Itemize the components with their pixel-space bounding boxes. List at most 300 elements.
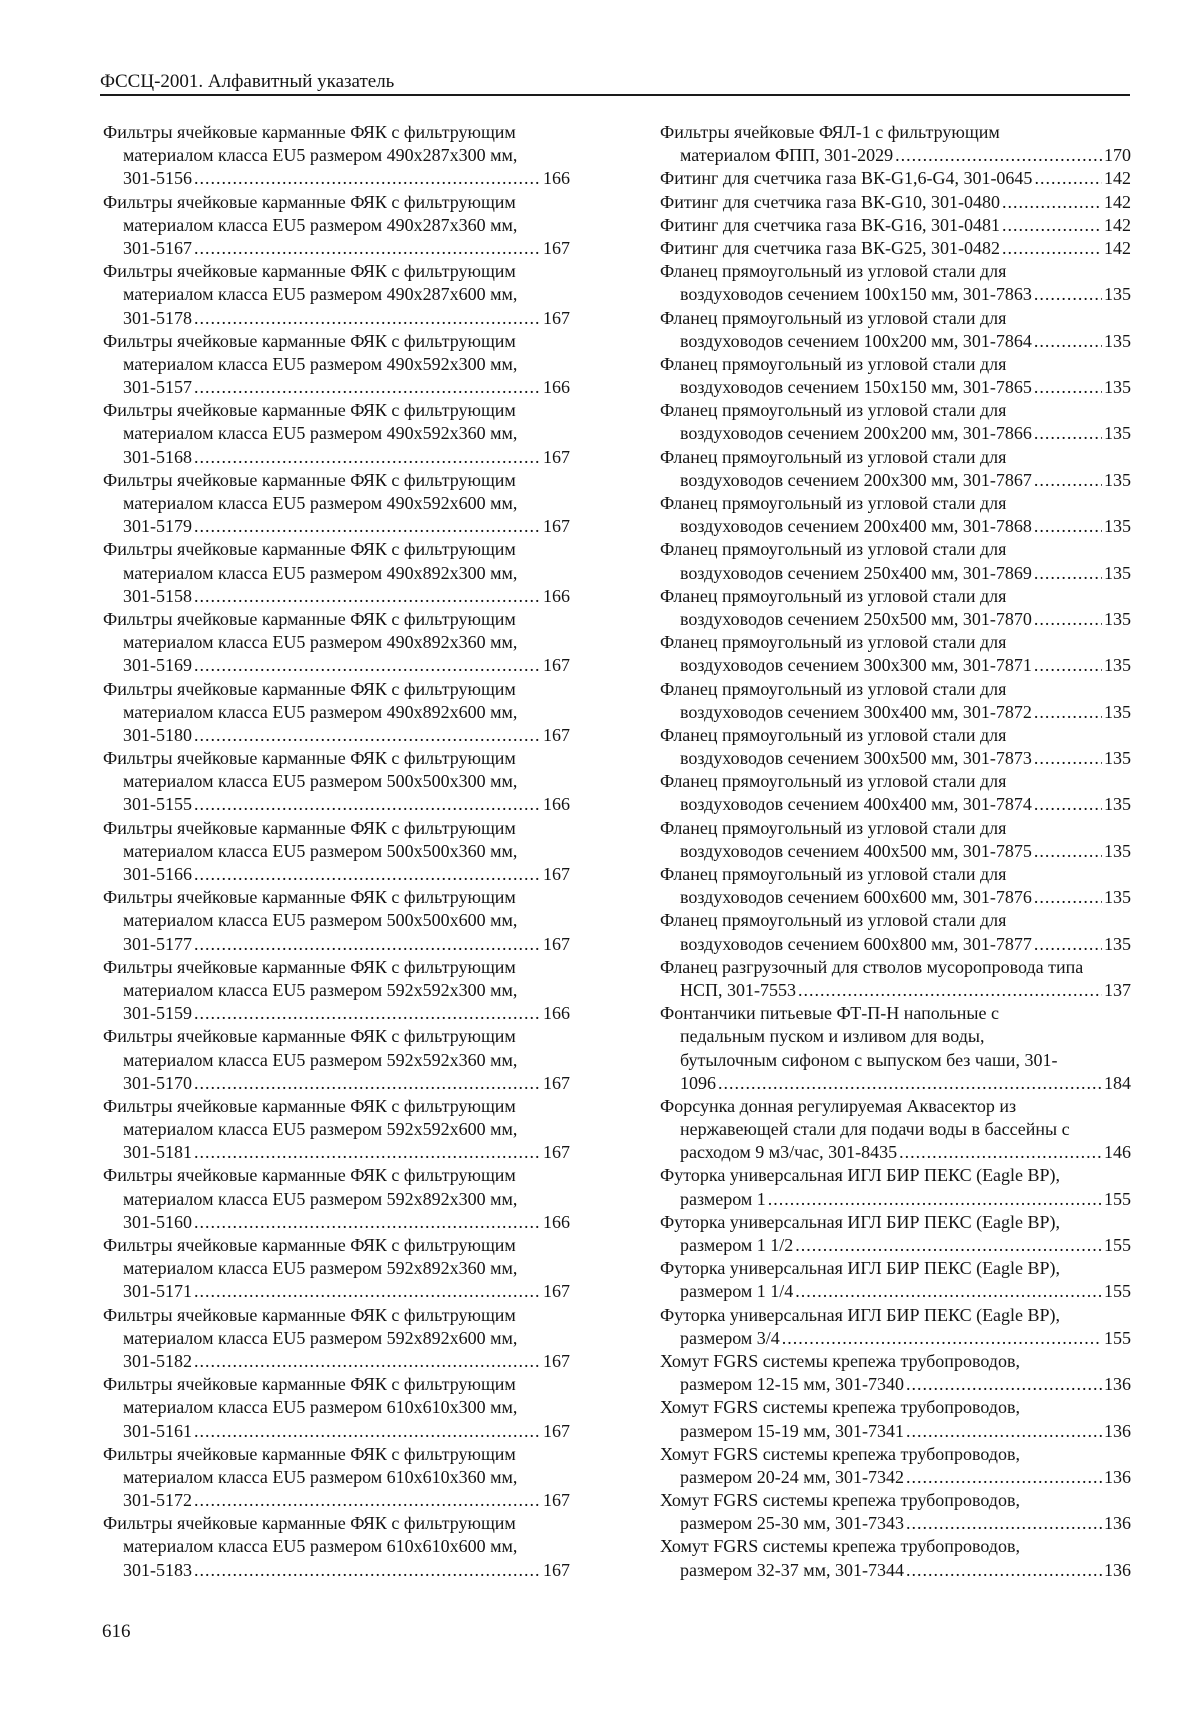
entry-leader-line (103, 724, 570, 747)
entry-final-text: размером 12-15 мм, 301-7340 (680, 1374, 905, 1395)
entry-line: материалом класса EU5 размером 592x592x300 мм, (123, 979, 518, 1000)
entry-final-text: 301-5178 (123, 307, 192, 328)
entry-final-text: размером 1 (680, 1188, 766, 1209)
entry-line: материалом класса EU5 размером 592x592x360 мм, (123, 1049, 518, 1070)
entry-page-ref: 135 (1104, 655, 1131, 676)
entry-final-text: 301-5172 (123, 1490, 192, 1511)
entry-line: Фильтры ячейковые карманные ФЯК с фильтрующим (103, 1304, 516, 1325)
dot-leader (194, 376, 541, 399)
entry-line: Фланец прямоугольный из угловой стали для (660, 910, 1007, 931)
index-entry (103, 191, 570, 261)
dot-leader (1002, 237, 1102, 260)
entry-leader-line (103, 237, 570, 260)
entry-line: материалом класса EU5 размером 490x287x600 мм, (123, 284, 518, 305)
entry-leader-line (660, 701, 1131, 724)
entry-page-ref: 167 (543, 516, 570, 537)
entry-page-ref: 135 (1104, 887, 1131, 908)
entry-line: Хомут FGRS системы крепежа трубопроводов, (660, 1490, 1020, 1511)
entry-page-ref: 155 (1104, 1235, 1131, 1255)
index-entry (103, 886, 570, 956)
entry-page-ref: 136 (1104, 1374, 1131, 1395)
entry-leader-line (103, 1420, 570, 1443)
dot-leader (798, 979, 1102, 1002)
dot-leader (1034, 886, 1102, 909)
entry-page-ref: 167 (543, 1559, 570, 1580)
entry-line: материалом класса EU5 размером 592x892x300 мм, (123, 1188, 518, 1209)
entry-line: Форсунка донная регулируемая Аквасектор из (660, 1095, 1017, 1116)
entry-line: Фланец прямоугольный из угловой стали для (660, 632, 1007, 653)
entry-final-text: размером 3/4 (680, 1327, 780, 1348)
entry-final-text: воздуховодов сечением 200x300 мм, 301-7867 (680, 469, 1032, 490)
entry-line: Фильтры ячейковые карманные ФЯК с фильтрующим (103, 122, 516, 142)
entry-page-ref: 167 (543, 1420, 570, 1441)
entry-final-text: размером 1 1/2 (680, 1235, 794, 1255)
entry-line: бутылочным сифоном с выпуском без чаши, 301- (680, 1049, 1058, 1070)
entry-leader-line (660, 376, 1131, 399)
index-entry (103, 121, 570, 191)
entry-line: Футорка универсальная ИГЛ БИР ПЕКС (Eagle BP), (660, 1165, 1061, 1186)
entry-page-ref: 166 (543, 377, 570, 398)
index-entry (660, 956, 1131, 1002)
entry-final-text: воздуховодов сечением 300x500 мм, 301-7873 (680, 748, 1032, 769)
entry-page-ref: 142 (1104, 168, 1131, 189)
entry-line: материалом класса EU5 размером 500x500x360 мм, (123, 840, 518, 861)
entry-page-ref: 135 (1104, 562, 1131, 583)
dot-leader (194, 1420, 541, 1443)
index-entry (103, 399, 570, 469)
entry-final-text: воздуховодов сечением 400x400 мм, 301-7874 (680, 794, 1032, 815)
dot-leader (1034, 654, 1102, 677)
entry-leader-line (660, 1188, 1131, 1211)
dot-leader (718, 1072, 1102, 1095)
dot-leader (906, 1420, 1102, 1443)
entry-leader-line (660, 840, 1131, 863)
dot-leader (194, 1002, 541, 1025)
index-entry (103, 469, 570, 539)
entry-final-text: воздуховодов сечением 300x400 мм, 301-7872 (680, 701, 1032, 722)
dot-leader (1034, 422, 1102, 445)
entry-page-ref: 135 (1104, 423, 1131, 444)
index-entry (660, 1002, 1131, 1095)
dot-leader (1034, 701, 1102, 724)
entry-leader-line (103, 1072, 570, 1095)
dot-leader (895, 144, 1102, 167)
entry-line: Фильтры ячейковые карманные ФЯК с фильтрующим (103, 1513, 516, 1534)
entry-final-text: воздуховодов сечением 200x200 мм, 301-7866 (680, 423, 1032, 444)
index-entry (103, 1025, 570, 1095)
entry-leader-line (103, 1141, 570, 1164)
entry-leader-line (660, 608, 1131, 631)
entry-leader-line (660, 1072, 1131, 1095)
index-entry (660, 167, 1131, 190)
entry-line: Фильтры ячейковые карманные ФЯК с фильтрующим (103, 191, 516, 212)
index-entry (103, 608, 570, 678)
entry-page-ref: 142 (1104, 237, 1131, 258)
index-entry (660, 909, 1131, 955)
index-entry (660, 353, 1131, 399)
dot-leader (194, 1141, 541, 1164)
index-entry (660, 307, 1131, 353)
entry-line: Фильтры ячейковые карманные ФЯК с фильтрующим (103, 1026, 516, 1047)
index-entry (660, 121, 1131, 167)
dot-leader (1034, 283, 1102, 306)
entry-page-ref: 167 (543, 237, 570, 258)
dot-leader (795, 1280, 1102, 1303)
entry-final-text: воздуховодов сечением 150x150 мм, 301-7865 (680, 377, 1032, 398)
entry-page-ref: 135 (1104, 933, 1131, 954)
entry-final-text: воздуховодов сечением 400x500 мм, 301-7875 (680, 840, 1032, 861)
index-entry (660, 724, 1131, 770)
dot-leader (194, 724, 541, 747)
entry-page-ref: 135 (1104, 330, 1131, 351)
entry-line: Фланец прямоугольный из угловой стали для (660, 724, 1007, 745)
entry-leader-line (660, 422, 1131, 445)
entry-line: материалом класса EU5 размером 490x592x360 мм, (123, 423, 518, 444)
entry-line: Фильтры ячейковые карманные ФЯК с фильтрующим (103, 748, 516, 769)
entry-page-ref: 136 (1104, 1559, 1131, 1580)
entry-leader-line (660, 1466, 1131, 1489)
entry-leader-line (660, 1373, 1131, 1396)
entry-final-text: 301-5179 (123, 516, 192, 537)
dot-leader (782, 1327, 1102, 1350)
entry-final-text: 301-5168 (123, 446, 192, 467)
dot-leader (1034, 793, 1102, 816)
entry-line: Фильтры ячейковые карманные ФЯК с фильтрующим (103, 1095, 516, 1116)
entry-final-text: 301-5167 (123, 237, 192, 258)
entry-line: материалом класса EU5 размером 490x892x600 мм, (123, 701, 518, 722)
entry-line: Фильтры ячейковые карманные ФЯК с фильтрующим (103, 1443, 516, 1464)
entry-leader-line (660, 214, 1131, 237)
entry-line: Фильтры ячейковые карманные ФЯК с фильтрующим (103, 261, 516, 282)
entry-page-ref: 135 (1104, 794, 1131, 815)
entry-final-text: 301-5155 (123, 794, 192, 815)
entry-leader-line (103, 654, 570, 677)
index-entry (103, 538, 570, 608)
dot-leader (194, 1211, 541, 1234)
entry-line: материалом класса EU5 размером 500x500x600 мм, (123, 910, 518, 931)
left-column (103, 121, 570, 1582)
dot-leader (194, 446, 541, 469)
entry-line: Фланец прямоугольный из угловой стали для (660, 771, 1007, 792)
index-entry (103, 330, 570, 400)
dot-leader (899, 1141, 1102, 1164)
entry-leader-line (660, 237, 1131, 260)
entry-leader-line (660, 562, 1131, 585)
entry-leader-line (660, 167, 1131, 190)
dot-leader (795, 1234, 1102, 1257)
entry-line: Хомут FGRS системы крепежа трубопроводов, (660, 1350, 1020, 1371)
entry-final-text: воздуховодов сечением 300x300 мм, 301-7871 (680, 655, 1032, 676)
entry-line: Фильтры ячейковые карманные ФЯК с фильтрующим (103, 1165, 516, 1186)
index-entry (660, 1304, 1131, 1350)
entry-page-ref: 135 (1104, 748, 1131, 769)
page-number: 616 (102, 1621, 131, 1642)
entry-final-text: 301-5180 (123, 724, 192, 745)
entry-final-text: НСП, 301-7553 (680, 979, 796, 1000)
index-entry (103, 956, 570, 1026)
dot-leader (906, 1559, 1102, 1582)
entry-final-text: 301-5161 (123, 1420, 192, 1441)
index-entry (660, 678, 1131, 724)
entry-final-text: воздуховодов сечением 250x500 мм, 301-7870 (680, 608, 1032, 629)
entry-page-ref: 167 (543, 1072, 570, 1093)
index-entry (660, 863, 1131, 909)
index-entry (103, 678, 570, 748)
entry-line: материалом класса EU5 размером 490x592x600 мм, (123, 493, 518, 513)
index-entry (103, 1512, 570, 1582)
entry-final-text: материалом ФПП, 301-2029 (680, 145, 894, 166)
index-entry (660, 1211, 1131, 1257)
entry-line: Фильтры ячейковые карманные ФЯК с фильтрующим (103, 608, 516, 629)
entry-page-ref: 146 (1104, 1142, 1131, 1163)
entry-leader-line (660, 283, 1131, 306)
entry-page-ref: 135 (1104, 469, 1131, 490)
index-entry (660, 399, 1131, 445)
entry-page-ref: 135 (1104, 608, 1131, 629)
entry-leader-line (660, 1280, 1131, 1303)
entry-line: материалом класса EU5 размером 490x892x360 мм, (123, 632, 518, 653)
entry-final-text: 301-5158 (123, 585, 192, 606)
entry-line: Фланец прямоугольный из угловой стали для (660, 353, 1007, 374)
entry-final-text: воздуховодов сечением 250x400 мм, 301-7869 (680, 562, 1032, 583)
entry-page-ref: 167 (543, 446, 570, 467)
index-entry (660, 1396, 1131, 1442)
dot-leader (1034, 167, 1102, 190)
entry-final-text: воздуховодов сечением 600x600 мм, 301-7876 (680, 887, 1032, 908)
entry-final-text: Фитинг для счетчика газа ВК-G10, 301-0480 (660, 191, 1000, 212)
dot-leader (194, 585, 541, 608)
entry-page-ref: 167 (543, 307, 570, 328)
index-entry (103, 260, 570, 330)
dot-leader (194, 167, 541, 190)
entry-line: Футорка универсальная ИГЛ БИР ПЕКС (Eagle BP), (660, 1304, 1061, 1325)
index-entry (660, 770, 1131, 816)
entry-page-ref: 166 (543, 794, 570, 815)
dot-leader (1002, 191, 1102, 214)
entry-final-text: Фитинг для счетчика газа ВК-G16, 301-0481 (660, 214, 1000, 235)
entry-page-ref: 135 (1104, 840, 1131, 861)
entry-page-ref: 167 (543, 864, 570, 884)
entry-leader-line (103, 1559, 570, 1582)
index-entry (103, 1095, 570, 1165)
entry-final-text: 301-5160 (123, 1211, 192, 1232)
entry-line: Фланец прямоугольный из угловой стали для (660, 400, 1007, 421)
dot-leader (1034, 469, 1102, 492)
index-entry (660, 1257, 1131, 1303)
entry-line: Хомут FGRS системы крепежа трубопроводов, (660, 1443, 1020, 1464)
entry-line: Фильтры ячейковые карманные ФЯК с фильтрующим (103, 400, 516, 421)
dot-leader (1034, 608, 1102, 631)
entry-final-text: воздуховодов сечением 100x150 мм, 301-7863 (680, 284, 1032, 305)
entry-page-ref: 135 (1104, 284, 1131, 305)
entry-final-text: 301-5177 (123, 933, 192, 954)
dot-leader (194, 793, 541, 816)
dot-leader (194, 863, 541, 886)
index-entry (103, 1304, 570, 1374)
entry-final-text: 301-5170 (123, 1072, 192, 1093)
index-entry (103, 1443, 570, 1513)
dot-leader (194, 237, 541, 260)
entry-final-text: 301-5166 (123, 864, 192, 884)
entry-page-ref: 135 (1104, 701, 1131, 722)
entry-leader-line (660, 886, 1131, 909)
entry-leader-line (660, 515, 1131, 538)
entry-leader-line (660, 191, 1131, 214)
entry-page-ref: 166 (543, 1211, 570, 1232)
entry-final-text: воздуховодов сечением 200x400 мм, 301-7868 (680, 516, 1032, 537)
entry-final-text: размером 20-24 мм, 301-7342 (680, 1466, 905, 1487)
entry-page-ref: 135 (1104, 377, 1131, 398)
dot-leader (906, 1373, 1102, 1396)
index-entry (103, 817, 570, 887)
entry-final-text: 301-5183 (123, 1559, 192, 1580)
index-entry (660, 585, 1131, 631)
entry-final-text: 301-5182 (123, 1350, 192, 1371)
entry-leader-line (103, 446, 570, 469)
index-entry (660, 1164, 1131, 1210)
entry-final-text: 1096 (680, 1072, 716, 1093)
entry-line: материалом класса EU5 размером 490x287x360 мм, (123, 214, 518, 235)
entry-line: Фильтры ячейковые карманные ФЯК с фильтрующим (103, 330, 516, 351)
entry-leader-line (103, 1350, 570, 1373)
entry-line: Фильтры ячейковые карманные ФЯК с фильтрующим (103, 678, 516, 699)
dot-leader (1034, 840, 1102, 863)
entry-leader-line (660, 1234, 1131, 1257)
index-entry (660, 214, 1131, 237)
entry-leader-line (103, 1002, 570, 1025)
entry-final-text: Фитинг для счетчика газа ВК-G1,6-G4, 301-0645 (660, 168, 1033, 189)
entry-line: материалом класса EU5 размером 490x287x300 мм, (123, 145, 518, 166)
index-entry (660, 260, 1131, 306)
dot-leader (194, 1559, 541, 1582)
dot-leader (194, 1280, 541, 1303)
dot-leader (194, 515, 541, 538)
entry-page-ref: 155 (1104, 1281, 1131, 1302)
index-entry (660, 237, 1131, 260)
entry-leader-line (103, 933, 570, 956)
entry-line: Фильтры ячейковые карманные ФЯК с фильтрующим (103, 1374, 516, 1395)
entry-leader-line (660, 747, 1131, 770)
dot-leader (768, 1188, 1102, 1211)
entry-leader-line (660, 933, 1131, 956)
dot-leader (194, 933, 541, 956)
index-entry (103, 747, 570, 817)
entry-line: Фланец прямоугольный из угловой стали для (660, 261, 1007, 282)
entry-line: Футорка универсальная ИГЛ БИР ПЕКС (Eagle BP), (660, 1258, 1061, 1279)
entry-page-ref: 135 (1104, 516, 1131, 537)
entry-leader-line (103, 1211, 570, 1234)
entry-final-text: Фитинг для счетчика газа ВК-G25, 301-0482 (660, 237, 1000, 258)
entry-leader-line (660, 1512, 1131, 1535)
entry-leader-line (660, 469, 1131, 492)
index-entry (103, 1234, 570, 1304)
entry-final-text: размером 1 1/4 (680, 1281, 794, 1302)
entry-line: Фланец прямоугольный из угловой стали для (660, 446, 1007, 467)
entry-page-ref: 142 (1104, 214, 1131, 235)
dot-leader (1034, 562, 1102, 585)
entry-line: Фланец прямоугольный из угловой стали для (660, 817, 1007, 838)
entry-final-text: воздуховодов сечением 600x800 мм, 301-7877 (680, 933, 1032, 954)
entry-line: Хомут FGRS системы крепежа трубопроводов, (660, 1536, 1020, 1557)
entry-final-text: 301-5156 (123, 168, 192, 189)
entry-leader-line (103, 585, 570, 608)
entry-leader-line (660, 330, 1131, 353)
entry-leader-line (103, 863, 570, 886)
entry-leader-line (660, 793, 1131, 816)
index-entry (103, 1164, 570, 1234)
dot-leader (906, 1466, 1102, 1489)
index-entry (660, 631, 1131, 677)
entry-page-ref: 184 (1104, 1072, 1131, 1093)
index-entry (660, 538, 1131, 584)
header-rule (100, 94, 1130, 96)
entry-line: Фильтры ячейковые карманные ФЯК с фильтрующим (103, 956, 516, 977)
index-entry (660, 446, 1131, 492)
dot-leader (194, 654, 541, 677)
entry-page-ref: 136 (1104, 1466, 1131, 1487)
index-entry (660, 1095, 1131, 1165)
entry-page-ref: 142 (1104, 191, 1131, 212)
index-entry (103, 1373, 570, 1443)
entry-line: Фильтры ячейковые ФЯЛ-1 с фильтрующим (660, 122, 1000, 142)
entry-final-text: 301-5171 (123, 1281, 192, 1302)
entry-leader-line (660, 979, 1131, 1002)
entry-page-ref: 137 (1104, 979, 1131, 1000)
entry-page-ref: 167 (543, 1281, 570, 1302)
entry-line: Фильтры ячейковые карманные ФЯК с фильтрующим (103, 817, 516, 838)
entry-final-text: 301-5157 (123, 377, 192, 398)
entry-page-ref: 166 (543, 168, 570, 189)
dot-leader (1034, 747, 1102, 770)
entry-line: Фланец прямоугольный из угловой стали для (660, 864, 1007, 884)
entry-leader-line (103, 1489, 570, 1512)
page-header: ФССЦ-2001. Алфавитный указатель (100, 71, 395, 92)
index-entry (660, 817, 1131, 863)
entry-page-ref: 170 (1104, 145, 1131, 166)
dot-leader (1034, 330, 1102, 353)
entry-page-ref: 167 (543, 655, 570, 676)
entry-line: материалом класса EU5 размером 592x892x600 мм, (123, 1327, 518, 1348)
entry-page-ref: 155 (1104, 1327, 1131, 1348)
entry-line: нержавеющей стали для подачи воды в бассейны с (680, 1119, 1070, 1140)
entry-line: материалом класса EU5 размером 610x610x360 мм, (123, 1466, 518, 1487)
index-entry (660, 1443, 1131, 1489)
entry-line: Фланец прямоугольный из угловой стали для (660, 585, 1007, 606)
entry-leader-line (660, 1141, 1131, 1164)
entry-page-ref: 166 (543, 1003, 570, 1024)
entry-line: Фланец прямоугольный из угловой стали для (660, 539, 1007, 560)
entry-final-text: воздуховодов сечением 100x200 мм, 301-7864 (680, 330, 1032, 351)
index-entry (660, 1489, 1131, 1535)
entry-line: материалом класса EU5 размером 592x592x600 мм, (123, 1119, 518, 1140)
entry-leader-line (103, 1280, 570, 1303)
entry-final-text: 301-5169 (123, 655, 192, 676)
entry-page-ref: 167 (543, 1350, 570, 1371)
dot-leader (1034, 515, 1102, 538)
entry-page-ref: 167 (543, 724, 570, 745)
entry-final-text: размером 25-30 мм, 301-7343 (680, 1513, 905, 1534)
entry-page-ref: 136 (1104, 1420, 1131, 1441)
index-entry (660, 1535, 1131, 1581)
entry-line: материалом класса EU5 размером 610x610x300 мм, (123, 1397, 518, 1418)
entry-line: Фланец прямоугольный из угловой стали для (660, 493, 1007, 513)
entry-final-text: 301-5181 (123, 1142, 192, 1163)
index-entry (660, 191, 1131, 214)
index-entry (660, 1350, 1131, 1396)
entry-line: материалом класса EU5 размером 490x592x300 мм, (123, 353, 518, 374)
entry-line: Фланец прямоугольный из угловой стали для (660, 678, 1007, 699)
dot-leader (1002, 214, 1102, 237)
